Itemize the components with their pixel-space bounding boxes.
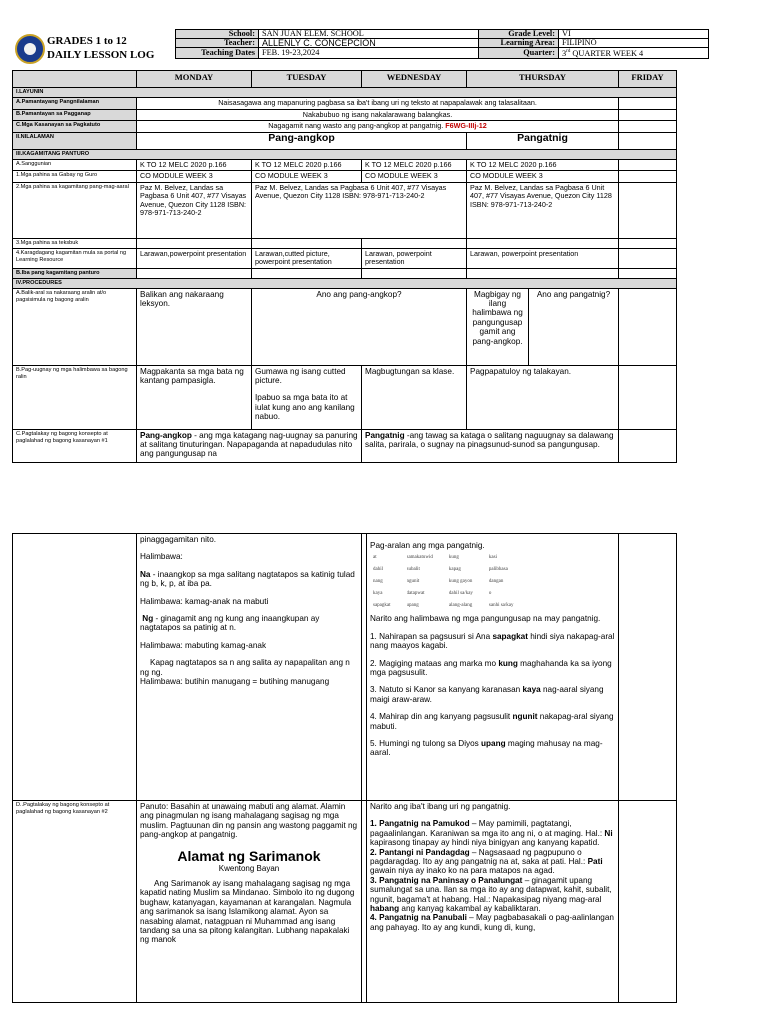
teacher-label: Teacher:	[176, 39, 259, 48]
label-karagdagang: 4.Karagdagang kagamitan mula sa portal ng Learning Resource	[13, 248, 137, 268]
label-pagganap: B.Pamantayan sa Pagganap	[13, 109, 137, 121]
header-title-dll: DAILY LESSON LOG	[47, 49, 155, 61]
label-gabay: 1.Mga pahina sa Gabay ng Guro	[13, 171, 137, 183]
gabay-mon: CO MODULE WEEK 3	[137, 171, 252, 183]
label-iba-pang-kagamitan: B.Iba pang kagamitang panturo	[13, 268, 137, 278]
dates-value: FEB. 19-23,2024	[259, 48, 479, 59]
page2-mon-content: pinaggagamitan nito. Halimbawa: Na - inaangkop sa mga salitang nagtatapos sa katinig tulad ng b, k, p, at iba pa. Halimbawa: kamag-anak na mabuti Ng - ginagamit ang ng kung ang inaangkupan ay nagtatapos sa patinig at n. Halimbawa: mabuting kamag-anak Kapag nagtatapos sa n ang salita ay napapalitan ang n ng ng. Halimbawa: butihin manugang = butihing manugang	[137, 534, 362, 801]
karagdagang-wed: Larawan, powerpoint presentation	[362, 248, 467, 268]
header-title-grades: GRADES 1 to 12	[47, 35, 127, 47]
kasanayan-text: Nagagamit nang wasto ang pang-angkop at pangatnig. F6WG-IIIj-12	[137, 121, 619, 133]
school-label: School:	[176, 30, 259, 39]
label-pagtalakay-1: C.Pagtalakay ng bagong konsepto at paglalahad ng bagong kasanayan #1	[13, 429, 137, 462]
label-nilalaman: II.NILALAMAN	[13, 132, 137, 149]
day-friday: FRIDAY	[619, 71, 677, 88]
pamantayang-text: Naisasagawa ang mapanuring pagbasa sa iba't ibang uri ng teksto at napapalawak ang talasalitaan.	[137, 98, 619, 110]
pag-uugnay-mon: Magpakanta sa mga bata ng kantang pampasigla.	[137, 365, 252, 429]
alamat-title: Alamat ng Sarimanok	[177, 847, 321, 864]
paz-tue: Paz M. Belvez, Landas sa Pagbasa 6 Unit 407, #77 Visayas Avenue, Quezon City 1128 ISBN: 978-971-713-240-2	[252, 182, 467, 238]
gabay-thu: CO MODULE WEEK 3	[467, 171, 619, 183]
pang-angkop-heading: Pang-angkop	[137, 132, 467, 149]
pagtalakay1-thu: Pangatnig -ang tawag sa kataga o salitang naguugnay sa dalawang salita, parirala, o sugnay na pinagsunud-sunod sa pangungusap.	[362, 429, 619, 462]
day-wednesday: WEDNESDAY	[362, 71, 467, 88]
sanggunian-wed: K TO 12 MELC 2020 p.166	[362, 159, 467, 171]
balik-aral-thu-2: Ano ang pangatnig?	[529, 288, 619, 365]
page2-alamat-content: Panuto: Basahin at unawaing mabuti ang alamat. Alamin ang pinagmulan ng isang mahalagang sagisag ng mga muslim. Pagtuunan din ng pansin ang wastong paggamit ng pang-angkop at pangatnig. Alamat ng Sarimanok Kwentong Bayan Ang Sarimanok ay isang mahalagang sagisag ng mga kapatid nating Muslim sa Mindanao. Simbolo ito ng dugong bughaw, katanyagan, kayamanan at karangalan. Nagmula ang sarimanok sa isang Islamikong alamat. Ayon sa nasabing alamat, natagpuan ni Muhammad ang isang tandang sa una sa pitong kalangitan. Lubhang napakalaki ng manok	[137, 801, 362, 1003]
label-kasanayan: C.Mga Kasanayan sa Pagkatuto	[13, 121, 137, 133]
quarter-value: 3rd QUARTER WEEK 4	[559, 48, 709, 59]
corner-cell	[13, 71, 137, 88]
label-teksbuk: 3.Mga pahina sa teksbuk	[13, 238, 137, 248]
label-pagtalakay-2: D..Pagtalakay ng bagong konsepto at paglalahad ng bagong kasanayan #2	[13, 801, 137, 1003]
school-value: SAN JUAN ELEM. SCHOOL	[259, 30, 479, 39]
pagtalakay1-mon: Pang-angkop - ang mga katagang nag-uugnay sa panuring at salitang tinuturingan. Napapaganda at napadudulas nito ang pangungusap na	[137, 429, 362, 462]
deped-seal-logo	[15, 34, 45, 64]
pag-uugnay-tue: Gumawa ng isang cutted picture. Ipabuo sa mga bata ito at iulat kung ano ang kanilang nabuo.	[252, 365, 362, 429]
day-thursday: THURSDAY	[467, 71, 619, 88]
label-kagamitang-mag-aaral: 2.Mga pahina sa kagamitang pang-mag-aaral	[13, 182, 137, 238]
balik-aral-mon: Balikan ang nakaraang leksyon.	[137, 288, 252, 365]
day-tuesday: TUESDAY	[252, 71, 362, 88]
gabay-wed: CO MODULE WEEK 3	[362, 171, 467, 183]
sanggunian-mon: K TO 12 MELC 2020 p.166	[137, 159, 252, 171]
balik-aral-thu-1: Magbigay ng ilang halimbawa ng pangungusap gamit ang pang-angkop.	[467, 288, 529, 365]
dates-label: Teaching Dates	[176, 48, 259, 59]
paz-mon: Paz M. Belvez, Landas sa Pagbasa 6 Unit 407, #77 Visayas Avenue, Quezon City 1128 ISBN: 978-971-713-240-2	[137, 182, 252, 238]
karagdagang-thu: Larawan, powerpoint presentation	[467, 248, 619, 268]
balik-aral-tue: Ano ang pang-angkop?	[252, 288, 467, 365]
grade-label: Grade Level:	[479, 30, 559, 39]
lesson-log-table-page2	[12, 533, 677, 1003]
pagganap-text: Nakabubuo ng isang nakalarawang balangkas.	[137, 109, 619, 121]
alamat-subtitle: Kwentong Bayan	[218, 863, 280, 873]
lesson-log-table-page1	[12, 70, 677, 463]
area-value: FILIPINO	[559, 39, 709, 48]
pangatnig-word-table: at samakatuwid kung kasi dahil subalit kapag palibhasa nang ngunit kung gayon dangan kaya datapwat dahil sa/kay o sapagkat upang alang-alang sanhi sa/kay	[373, 555, 514, 609]
karagdagang-tue: Larawan,cutted picture, powerpoint presentation	[252, 248, 362, 268]
label-pag-uugnay: B.Pag-uugnay ng mga halimbawa sa bagong ralin	[13, 365, 137, 429]
karagdagang-mon: Larawan,powerpoint presentation	[137, 248, 252, 268]
grade-value: VI	[559, 30, 709, 39]
area-label: Learning Area:	[479, 39, 559, 48]
kasanayan-code: F6WG-IIIj-12	[445, 121, 487, 130]
label-sanggunian: A.Sanggunian	[13, 159, 137, 171]
day-monday: MONDAY	[137, 71, 252, 88]
pag-uugnay-thu: Pagpapatuloy ng talakayan.	[467, 365, 619, 429]
pangatnig-heading: Pangatnig	[467, 132, 619, 149]
sanggunian-tue: K TO 12 MELC 2020 p.166	[252, 159, 362, 171]
section-kagamitan: III.KAGAMITANG PANTURO	[13, 149, 677, 159]
quarter-label: Quarter:	[479, 48, 559, 59]
page2-uri-pangatnig: Narito ang iba't ibang uri ng pangatnig. 1. Pangatnig na Pamukod – May pamimili, pagtatangi, pagaalinlangan. Karaniwan sa mga ito ang ni, o at maging. Hal.: Ni kapirasong tinapay ay hindi niya binigyan ang kanyang kapatid. 2. Pantangi ni Pandagdag – Nagsasaad ng pagpupuno o pagdaragdag. Ito ay ang pangatnig na at, saka at pati. Hal.: Pati gawain niya ay inako ko na para matapos na agad. 3. Pangatnig na Paninsay o Panalungat – ginagamit upang sumalungat sa una. Ilan sa mga ito ay ang datapwat, kahit, subalit, ngunit, bagama't at habang. Hal.: Napakasipag niyang mag-aral habang ang kanyag kakambal ay kabaliktaran. 4. Pangatnig na Panubali – May pagbabasakali o pag-aalinlangan ang pahayag. Ito ay ang kundi, kung di, kung,	[367, 801, 619, 1003]
pag-uugnay-wed: Magbugtungan sa klase.	[362, 365, 467, 429]
section-procedures: IV.PROCEDURES	[13, 278, 677, 288]
paz-thu: Paz M. Belvez, Landas sa Pagbasa 6 Unit 407, #77 Visayas Avenue, Quezon City 1128 ISBN: 978-971-713-240-2	[467, 182, 619, 238]
header-meta-table	[175, 29, 709, 59]
page2-thu-content: Pag-aralan ang mga pangatnig. at samakatuwid kung kasi dahil subalit kapag palibhasa nang ngunit kung gayon dangan kaya datapwat dahil sa/kay o sapagkat upang alang-alang sanhi sa/kay Narito ang halimbawa ng mga pangungusap na may pangatnig. 1. Nahirapan sa pagsusuri si Ana sapagkat hindi siya nakapag-aral nang maayos kagabi. 2. Magiging mataas ang marka mo kung maghahanda ka sa iyong mga pagsusulit. 3. Natuto si Kanor sa kanyang karanasan kaya nag-aaral siyang maigi araw-araw. 4. Mahirap din ang kanyang pagsusulit ngunit nakapag-aral siyang mabuti. 5. Humingi ng tulong sa Diyos upang maging mahusay na mag-aaral.	[367, 534, 619, 801]
section-layunin: I.LAYUNIN	[13, 88, 677, 98]
teacher-value: ALLENLY C. CONCEPCION	[259, 39, 479, 48]
label-balik-aral: A.Balik-aral sa nakaraang aralin at/o pagsisimula ng bagong aralin	[13, 288, 137, 365]
sanggunian-thu: K TO 12 MELC 2020 p.166	[467, 159, 619, 171]
label-pamantayang: A.Pamantayang Pangnilalaman	[13, 98, 137, 110]
gabay-tue: CO MODULE WEEK 3	[252, 171, 362, 183]
